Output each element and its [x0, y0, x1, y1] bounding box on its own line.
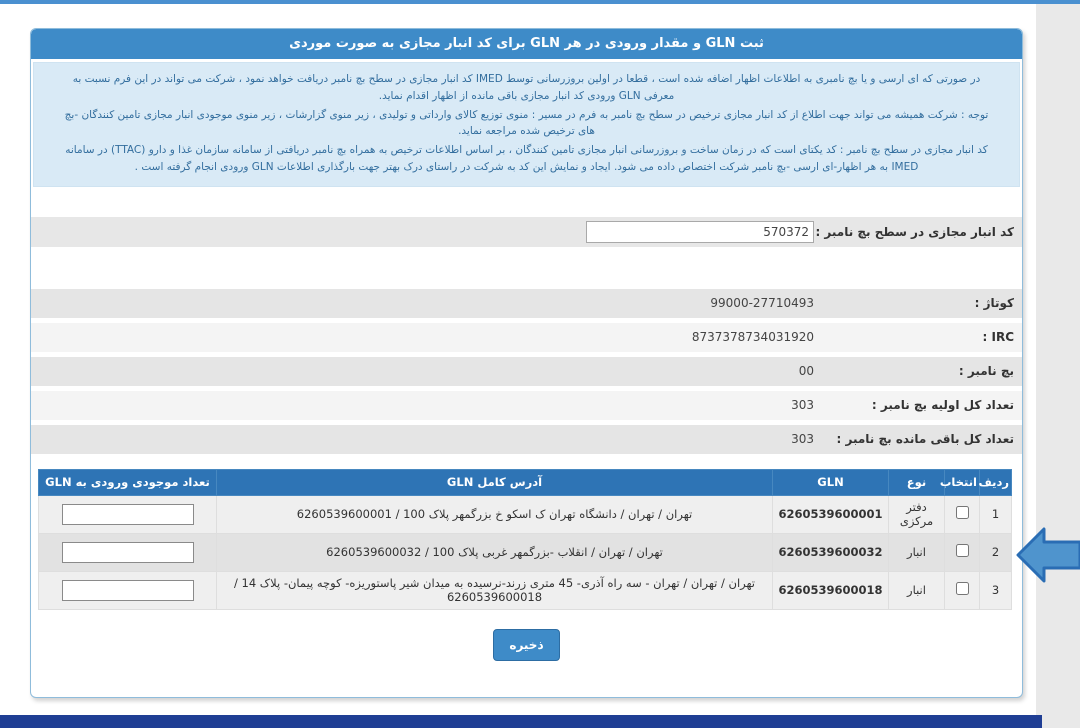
- header-select: انتخاب: [945, 469, 980, 495]
- field-row-irc: [31, 323, 1022, 352]
- header-type: نوع: [889, 469, 945, 495]
- select-cell: [945, 571, 980, 609]
- header-address: آدرس کامل GLN: [217, 469, 773, 495]
- header-row-number: ردیف: [980, 469, 1012, 495]
- virtual-warehouse-code-input[interactable]: [586, 221, 814, 243]
- cottage-label: کوتاژ :: [974, 296, 1014, 311]
- row-number-cell: 2: [980, 533, 1012, 571]
- qty-cell: [39, 571, 217, 609]
- table-row: [39, 495, 1012, 533]
- qty-cell: [39, 495, 217, 533]
- row-number-cell: 1: [980, 495, 1012, 533]
- right-gutter: [1036, 4, 1080, 728]
- qty-input[interactable]: [62, 542, 194, 563]
- table-row: [39, 533, 1012, 571]
- highlight-arrow-icon: [1016, 526, 1080, 584]
- select-cell: [945, 495, 980, 533]
- cottage-value: 99000-27710493: [710, 296, 814, 311]
- gln-cell: 6260539600001: [773, 495, 889, 533]
- field-row-batch-number: [31, 357, 1022, 386]
- virtual-warehouse-code-label: کد انبار مجازی در سطح بچ نامبر :: [815, 224, 1014, 239]
- gln-table: [38, 469, 1012, 610]
- qty-input[interactable]: [62, 504, 194, 525]
- remaining-total-value: 303: [791, 432, 814, 447]
- info-paragraph: در صورتی که ای ارسی و یا بچ نامبری به اطلاعات اظهار اضافه شده است ، قطعا در اولین بروزرسانی توسط IMED کد انبار مجازی در سطح بچ نامبر دریافت خواهد نمود ، شرکت می تواند در این فرم نسبت به معرفی GLN ورودی کد انبار مجازی باقی مانده از اظهار اقدام نماید.: [72, 73, 981, 102]
- irc-value: 8737378734031920: [691, 330, 814, 345]
- virtual-warehouse-code-row: [31, 217, 1022, 247]
- info-paragraph: کد انبار مجازی در سطح بچ نامبر : کد یکتای است که در زمان ساخت و بروزرسانی انبار مجازی تامین کنندگان ، بر اساس اطلاعات ترخیص به همراه بچ نامبر دریافتی از سامانه سازمان غذا و دارو (TTAC) در سامانه IMED به هر اظهار-ای ارسی -بچ نامبر شرکت اختصاص داده می شود. ایجاد و نمایش این کد به شرکت در راستای درک بهتر جهت بارگذاری اطلاعات GLN ورودی انجام گرفته است .: [65, 144, 988, 173]
- qty-cell: [39, 533, 217, 571]
- type-cell: انبار: [889, 571, 945, 609]
- gln-cell: 6260539600018: [773, 571, 889, 609]
- header-qty: تعداد موجودی ورودی به GLN: [39, 469, 217, 495]
- gln-cell: 6260539600032: [773, 533, 889, 571]
- field-row-remaining-total: [31, 425, 1022, 454]
- address-cell: تهران / تهران / دانشگاه تهران ک اسکو خ بزرگمهر پلاک 100 / 6260539600001: [217, 495, 773, 533]
- field-row-cottage: [31, 289, 1022, 318]
- table-row: [39, 571, 1012, 609]
- type-cell: دفتر مرکزی: [889, 495, 945, 533]
- batch-number-value: 00: [798, 364, 814, 379]
- initial-total-value: 303: [791, 398, 814, 413]
- row-checkbox[interactable]: [956, 506, 969, 519]
- page-title: ثبت GLN و مقدار ورودی در هر GLN برای کد انبار مجازی به صورت موردی: [31, 29, 1022, 59]
- top-accent-strip: [0, 0, 1080, 4]
- row-checkbox[interactable]: [956, 582, 969, 595]
- address-cell: تهران / تهران / انقلاب -بزرگمهر غربی پلاک 100 / 6260539600032: [217, 533, 773, 571]
- main-panel: [30, 28, 1023, 698]
- initial-total-label: تعداد کل اولیه بچ نامبر :: [871, 398, 1014, 413]
- select-cell: [945, 533, 980, 571]
- remaining-total-label: تعداد کل باقی مانده بچ نامبر :: [836, 432, 1014, 447]
- field-row-initial-total: [31, 391, 1022, 420]
- address-cell: تهران / تهران / تهران - سه راه آذری- 45 متری زرند-نرسیده به میدان شیر پاستوریزه- کوچه پیمان- پلاک 14 / 6260539600018: [217, 571, 773, 609]
- header-gln: GLN: [773, 469, 889, 495]
- type-cell: انبار: [889, 533, 945, 571]
- readonly-fields: [31, 289, 1022, 454]
- info-box: [33, 62, 1020, 187]
- row-checkbox[interactable]: [956, 544, 969, 557]
- bottom-navy-bar: [0, 715, 1042, 728]
- irc-label: IRC :: [982, 330, 1014, 345]
- batch-number-label: بچ نامبر :: [958, 364, 1014, 379]
- save-button[interactable]: ذخیره: [493, 629, 559, 661]
- info-paragraph: توجه : شرکت همیشه می تواند جهت اطلاع از کد انبار مجازی ترخیص در سطح بچ نامبر به فرم در مسیر : منوی توزیع کالای وارداتی و تولیدی ، زیر منوی گزارشات ، زیر منوی موجودی انبار مجازی تامین کنندگان -بچ های ترخیص شده مراجعه نماید.: [64, 108, 989, 138]
- gln-table-header-row: [39, 469, 1012, 495]
- qty-input[interactable]: [62, 580, 194, 601]
- row-number-cell: 3: [980, 571, 1012, 609]
- actions-bar: [31, 629, 1022, 661]
